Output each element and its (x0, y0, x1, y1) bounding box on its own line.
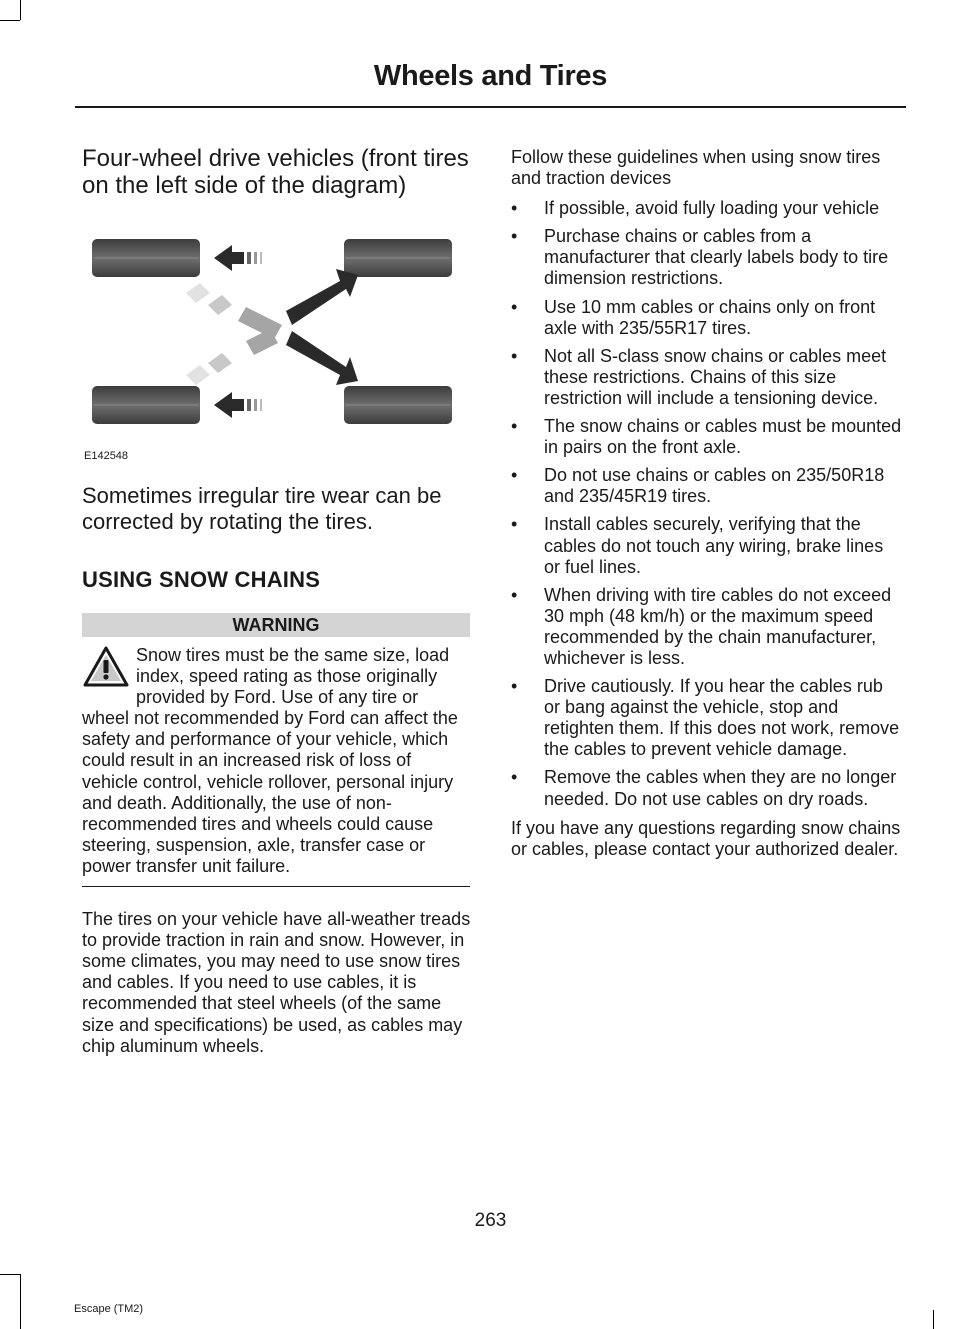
warning-divider (82, 886, 470, 887)
warning-text: Snow tires must be the same size, load index, speed rating as those originally provided by Ford. Use of any tire or wheel not recommended by Ford can affect the safety and performance of your vehicle, which could result in an increased risk of loss of vehicle control, vehicle rollover, personal injury and death. Additionally, the use of non-recommended tires and wheels could cause steering, suspension, axle, transfer case or power transfer unit failure. (82, 645, 458, 876)
list-item-text: Remove the cables when they are no longer needed. Do not use cables on dry roads. (544, 767, 897, 809)
warning-triangle-icon (82, 645, 130, 689)
right-side-arrow-icon (214, 392, 262, 418)
front-right-tire (92, 386, 200, 424)
list-item-text: If possible, avoid fully loading your vehicle (544, 198, 880, 219)
tire-rotation-diagram (82, 233, 454, 469)
rear-right-tire (344, 386, 452, 424)
page-title: Wheels and Tires (373, 60, 608, 92)
list-item-text: Purchase chains or cables from a manufacturer that clearly labels body to tire dimension restrictions. (544, 226, 889, 289)
bullet: • (511, 345, 518, 366)
figure-id: E142548 (84, 450, 129, 462)
footer-model: Escape (TM2) (74, 1303, 144, 1315)
crop-mark (0, 1274, 20, 1275)
title-rule (75, 106, 906, 108)
bullet: • (511, 296, 518, 317)
list-item (511, 465, 903, 507)
crop-mark (20, 1274, 21, 1329)
list-item (511, 514, 903, 577)
list-item-text: Use 10 mm cables or chains only on front axle with 235/55R17 tires. (544, 296, 876, 338)
warning-box (82, 645, 470, 877)
list-item-text: Install cables securely, verifying that the cables do not touch any wiring, brake lines or fuel lines. (544, 514, 884, 577)
tire-rotation-svg (82, 233, 454, 469)
list-item (511, 676, 903, 760)
list-item-text: When driving with tire cables do not exceed 30 mph (48 km/h) or the maximum speed recommended by the chain manufacturer, whichever is less. (544, 584, 892, 668)
crop-mark (20, 0, 21, 20)
bullet: • (511, 198, 518, 219)
closing-paragraph: If you have any questions regarding snow chains or cables, please contact your authorized dealer. (511, 817, 901, 859)
front-left-tire (92, 239, 200, 277)
list-item-text: Not all S-class snow chains or cables meet these restrictions. Chains of this size restriction will include a tensioning device. (544, 345, 887, 408)
list-item-text: Drive cautiously. If you hear the cables rub or bang against the vehicle, stop and retighten them. If this does not work, remove the cables to prevent vehicle damage. (544, 676, 900, 760)
body-paragraph: The tires on your vehicle have all-weather treads to provide traction in rain and snow. However, in some climates, you may need to use snow tires and cables. If you need to use cables, it is recommended that steel wheels (of the same size and specifications) be used, as cables may chip aluminum wheels. (82, 909, 471, 1056)
list-item-text: Do not use chains or cables on 235/50R18 and 235/45R19 tires. (544, 465, 885, 507)
bullet: • (511, 514, 518, 535)
list-item-text: The snow chains or cables must be mounted in pairs on the front axle. (544, 416, 902, 458)
bullet: • (511, 676, 518, 697)
rotation-note: Sometimes irregular tire wear can be corrected by rotating the tires. (82, 483, 442, 534)
bullet: • (511, 416, 518, 437)
crop-mark (0, 20, 20, 21)
list-item (511, 198, 903, 219)
section-heading: USING SNOW CHAINS (82, 567, 321, 592)
bullet: • (511, 226, 518, 247)
page-number: 263 (474, 1210, 507, 1231)
warning-label: WARNING (82, 613, 470, 637)
diagram-heading: Four-wheel drive vehicles (front tires on the left side of the diagram) (82, 145, 469, 199)
crop-mark (933, 1310, 934, 1329)
bullet: • (511, 767, 518, 788)
list-item (511, 297, 903, 339)
list-item (511, 585, 903, 669)
guidelines-intro: Follow these guidelines when using snow tires and traction devices (511, 147, 881, 189)
right-column (511, 147, 903, 860)
list-item (511, 767, 903, 809)
list-item (511, 226, 903, 289)
bullet: • (511, 584, 518, 605)
cross-arrows-icon (186, 269, 358, 385)
guidelines-list (511, 198, 903, 809)
rear-left-tire (344, 239, 452, 277)
list-item (511, 346, 903, 409)
left-side-arrow-icon (214, 245, 262, 271)
bullet: • (511, 465, 518, 486)
left-column (82, 146, 472, 1057)
list-item (511, 416, 903, 458)
